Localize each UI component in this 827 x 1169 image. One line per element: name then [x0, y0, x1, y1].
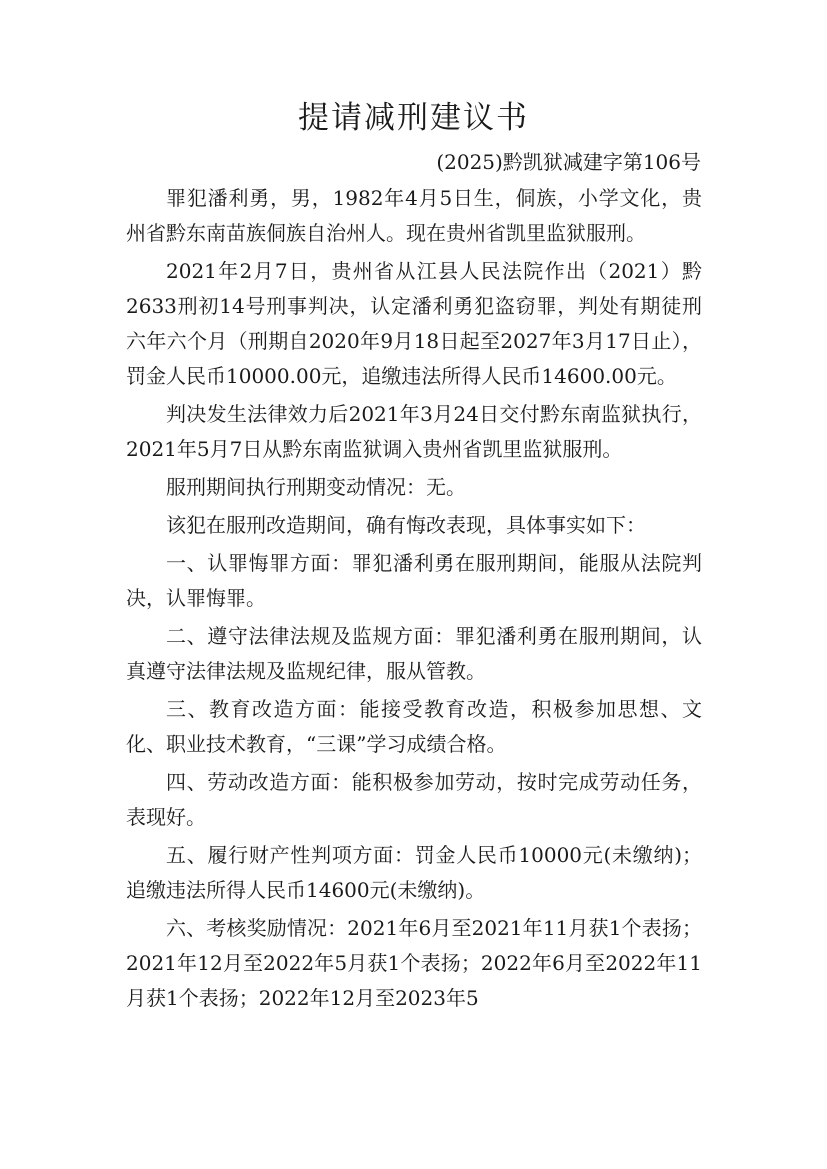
- paragraph-sentence-changes: 服刑期间执行刑期变动情况：无。: [166, 475, 466, 499]
- paragraph-criminal-info: 罪犯潘利勇，男，1982年4月5日生，侗族，小学文化，贵州省黔东南苗族侗族自治州人。现在贵州省凯里监狱服刑。: [126, 186, 702, 245]
- paragraph-item-4: 四、劳动改造方面：能积极参加劳动，按时完成劳动任务，表现好。: [126, 770, 702, 829]
- paragraph-item-6: 六、考核奖励情况：2021年6月至2021年11月获1个表扬；2021年12月至2022年5月获1个表扬；2022年6月至2022年11月获1个表扬；2022年12月至2023年5: [126, 916, 702, 1010]
- paragraph-item-1: 一、认罪悔罪方面：罪犯潘利勇在服刑期间，能服从法院判决，认罪悔罪。: [126, 551, 702, 610]
- paragraph-item-3: 三、教育改造方面：能接受教育改造，积极参加思想、文化、职业技术教育，“三课”学习成绩合格。: [126, 697, 702, 756]
- document-body: [126, 181, 702, 1019]
- paragraph-repentance-intro: 该犯在服刑改造期间，确有悔改表现，具体事实如下：: [166, 513, 646, 537]
- paragraph-judgment: 2021年2月7日，贵州省从江县人民法院作出（2021）黔2633刑初14号刑事判决，认定潘利勇犯盗窃罪，判处有期徒刑六年六个月（刑期自2020年9月18日起至2027年3月17日止），罚金人民币10000.00元，追缴违法所得人民币14600.00元。: [126, 259, 702, 388]
- document-number: (2025)黔凯狱减建字第106号: [436, 150, 701, 174]
- paragraph-item-5: 五、履行财产性判项方面：罚金人民币10000元(未缴纳)；追缴违法所得人民币14600元(未缴纳)。: [126, 843, 702, 902]
- paragraph-execution: 判决发生法律效力后2021年3月24日交付黔东南监狱执行，2021年5月7日从黔东南监狱调入贵州省凯里监狱服刑。: [126, 402, 702, 461]
- document-title: 提请减刑建议书: [298, 100, 529, 136]
- paragraph-item-2: 二、遵守法律法规及监规方面：罪犯潘利勇在服刑期间，认真遵守法律法规及监规纪律，服从管教。: [126, 624, 702, 683]
